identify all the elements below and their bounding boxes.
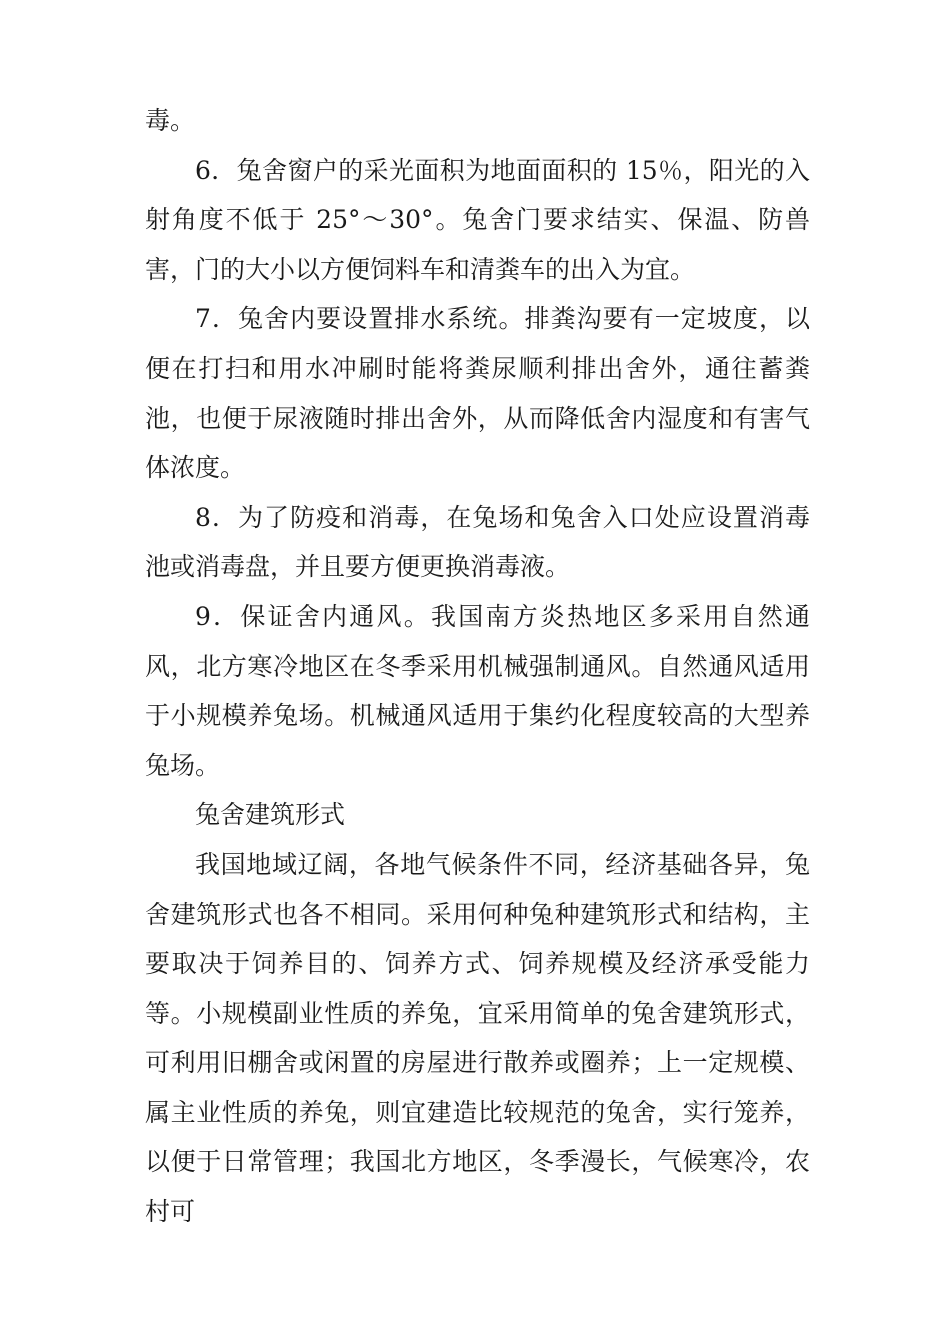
paragraph-body: 我国地域辽阔，各地气候条件不同，经济基础各异，兔舍建筑形式也各不相同。采用何种兔种建筑形式和结构，主要取决于饲养目的、饲养方式、饲养规模及经济承受能力等。小规模副业性质的养兔，宜采用简单的兔舍建筑形式，可利用旧棚舍或闲置的房屋进行散养或圈养；上一定规模、属主业性质的养兔，则宜建造比较规范的兔舍，实行笼养，以便于日常管理；我国北方地区，冬季漫长，气候寒冷，农村可 bbox=[145, 849, 810, 1227]
paragraph-item-6: 6．兔舍窗户的采光面积为地面面积的 15％，阳光的入射角度不低于 25°～30°。兔舍门要求结实、保温、防兽害，门的大小以方便饲料车和清粪车的出入为宜。 bbox=[145, 155, 810, 284]
paragraph-item-8: 8．为了防疫和消毒，在兔场和兔舍入口处应设置消毒池或消毒盘，并且要方便更换消毒液。 bbox=[145, 502, 810, 582]
paragraph-item-9: 9．保证舍内通风。我国南方炎热地区多采用自然通风，北方寒冷地区在冬季采用机械强制通风。自然通风适用于小规模养兔场。机械通风适用于集约化程度较高的大型养兔场。 bbox=[145, 601, 810, 780]
paragraph-item-7: 7．兔舍内要设置排水系统。排粪沟要有一定坡度，以便在打扫和用水冲刷时能将粪尿顺利排出舍外，通往蓄粪池，也便于尿液随时排出舍外，从而降低舍内湿度和有害气体浓度。 bbox=[145, 304, 810, 483]
body-text bbox=[145, 96, 810, 1237]
section-heading: 兔舍建筑形式 bbox=[195, 800, 346, 830]
paragraph-continuation: 毒。 bbox=[145, 106, 196, 135]
